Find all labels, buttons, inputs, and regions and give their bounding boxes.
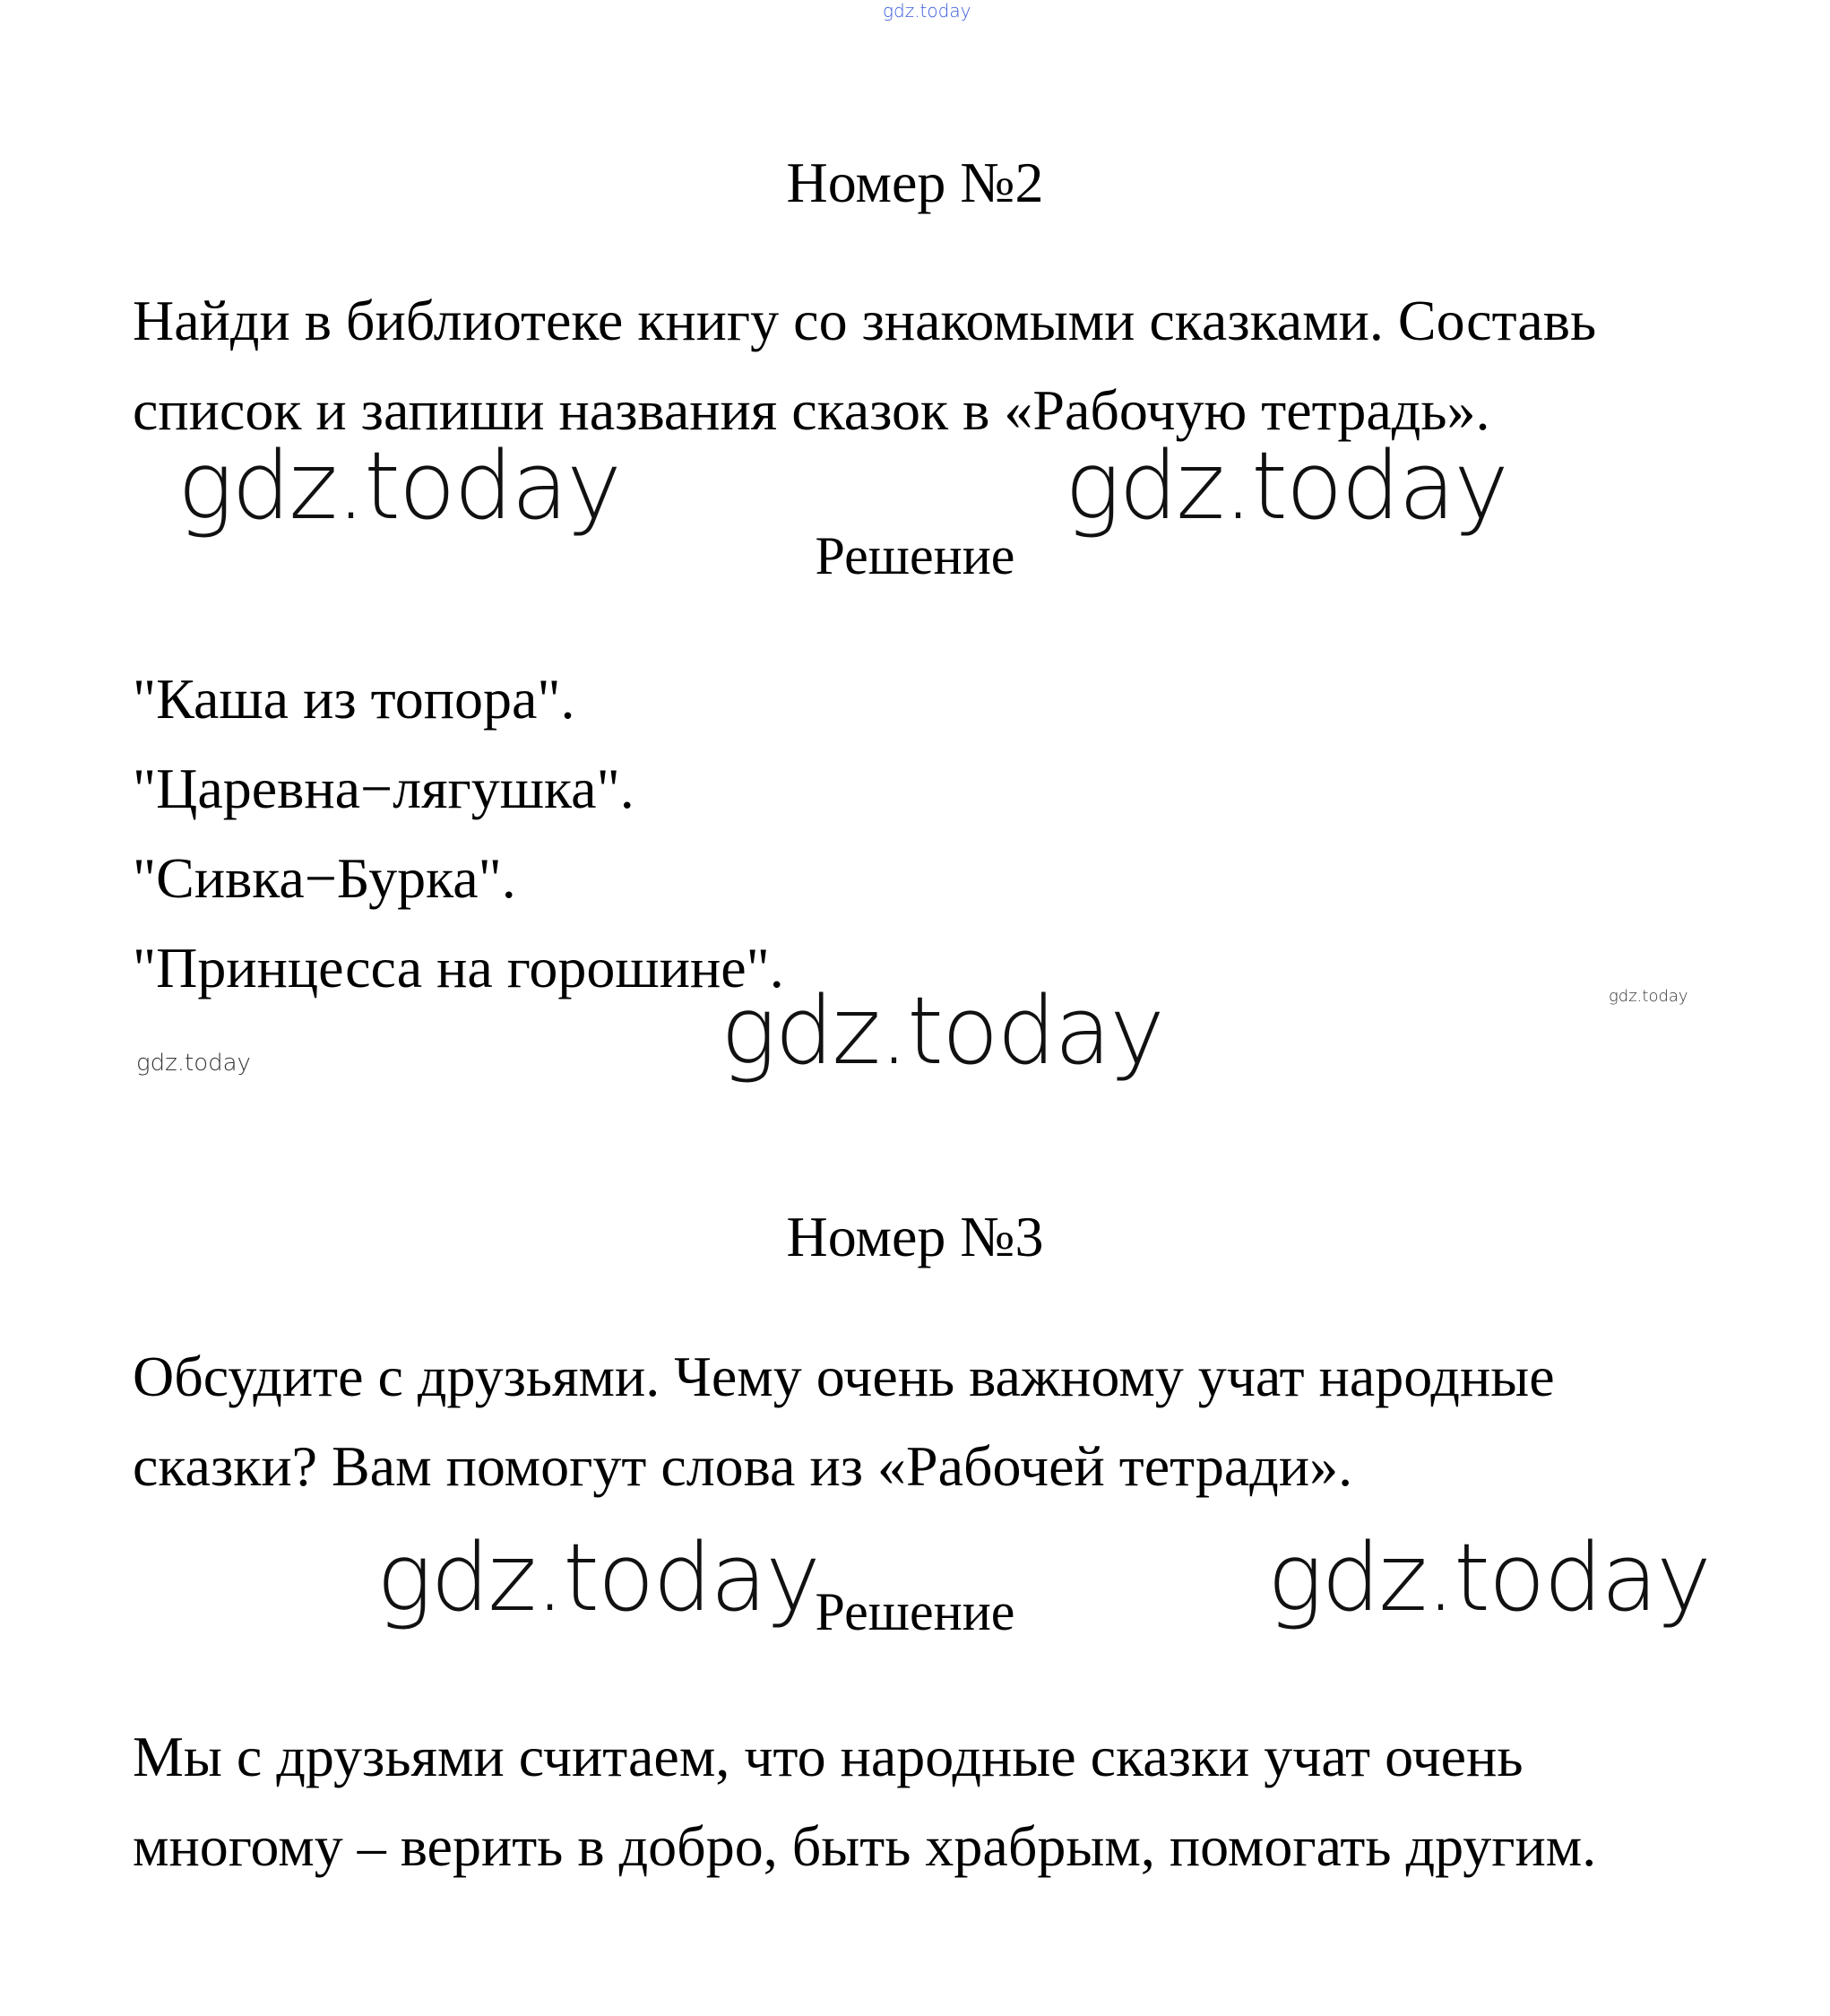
task3-answer bbox=[133, 1712, 1728, 1891]
top-watermark: gdz.today bbox=[883, 0, 971, 22]
list-item: "Сивка−Бурка". bbox=[133, 846, 516, 910]
task2-answer-list bbox=[133, 654, 784, 1013]
task2-question-line: Найди в библиотеке книгу со знакомыми сказками. Составь bbox=[133, 289, 1597, 352]
task2-solution-label: Решение bbox=[815, 526, 1015, 585]
watermark-logo: gdz.today bbox=[1267, 1523, 1710, 1632]
task2-question-line: список и запиши названия сказок в «Рабочую тетрадь». bbox=[133, 378, 1490, 442]
task3-question-line: Обсудите с друзьями. Чему очень важному учат народные bbox=[133, 1345, 1555, 1408]
task3-solution-label: Решение bbox=[815, 1582, 1015, 1641]
task2-heading: Номер №2 bbox=[786, 151, 1044, 214]
watermark-small: gdz.today bbox=[1609, 987, 1688, 1006]
list-item: "Каша из топора". bbox=[133, 667, 575, 731]
list-item: "Принцесса на горошине". bbox=[133, 936, 784, 999]
task3-answer-line: многому – верить в добро, быть храбрым, помогать другим. bbox=[133, 1814, 1597, 1878]
watermark-logo: gdz.today bbox=[721, 976, 1163, 1086]
task3-heading: Номер №3 bbox=[786, 1205, 1044, 1268]
watermark-small: gdz.today bbox=[136, 1050, 251, 1077]
task3-question-line: сказки? Вам помогут слова из «Рабочей тетради». bbox=[133, 1434, 1353, 1498]
watermark-logo: gdz.today bbox=[1065, 431, 1507, 541]
task3-answer-line: Мы с друзьями считаем, что народные сказки учат очень bbox=[133, 1725, 1524, 1788]
watermark-logo: gdz.today bbox=[177, 431, 620, 541]
task2-question bbox=[133, 276, 1728, 455]
watermark-logo: gdz.today bbox=[376, 1523, 819, 1632]
list-item: "Царевна−лягушка". bbox=[133, 757, 634, 820]
task3-question bbox=[133, 1332, 1728, 1511]
